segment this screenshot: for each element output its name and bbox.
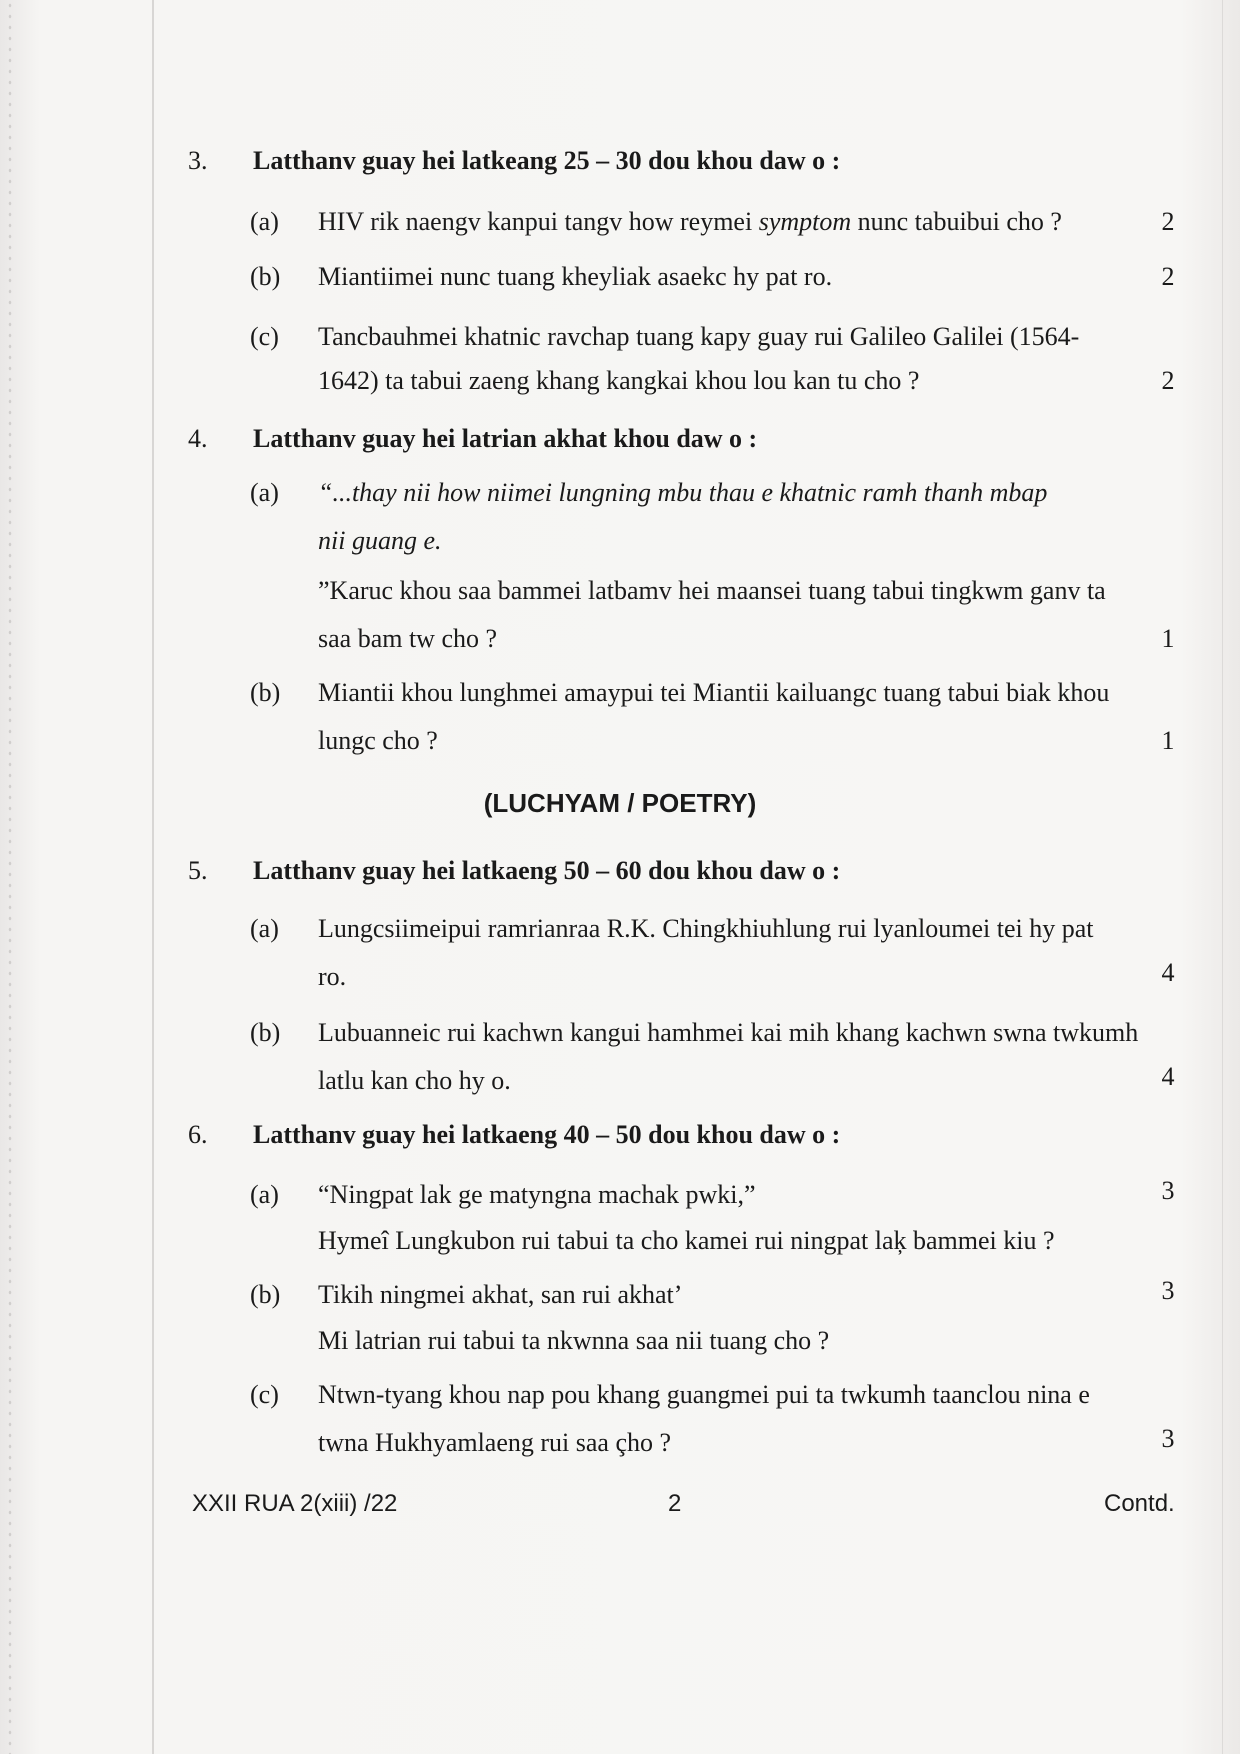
q6b-line1: Tikih ningmei akhat, san rui akhat’ bbox=[318, 1280, 683, 1309]
q3b-marks: 2 bbox=[1161, 262, 1175, 291]
q5a-line2: ro. bbox=[318, 962, 347, 991]
page-edge-line bbox=[1222, 0, 1223, 1754]
q4a-label: (a) bbox=[250, 478, 279, 507]
q3-number: 3. bbox=[188, 146, 208, 175]
perforation-edge bbox=[6, 0, 14, 1754]
q4b-label: (b) bbox=[250, 678, 281, 707]
q4a-line4: saa bam tw cho ? bbox=[318, 624, 498, 653]
q4a-line3: ”Karuc khou saa bammei latbamv hei maansei tuang tabui tingkwm ganv ta bbox=[318, 576, 1106, 605]
section-title-poetry: (LUCHYAM / POETRY) bbox=[483, 788, 757, 818]
page-fold-line bbox=[152, 0, 154, 1754]
q5b-label: (b) bbox=[250, 1018, 281, 1047]
q5a-marks: 4 bbox=[1161, 958, 1175, 987]
q4a-quote-line2: nii guang e. bbox=[318, 526, 442, 555]
q6b-label: (b) bbox=[250, 1280, 281, 1309]
continued-label: Contd. bbox=[1104, 1490, 1175, 1517]
q3a-label: (a) bbox=[250, 207, 279, 236]
q3b-label: (b) bbox=[250, 262, 281, 291]
q6-number: 6. bbox=[188, 1120, 208, 1149]
q6-heading: Latthanv guay hei latkaeng 40 – 50 dou khou daw o : bbox=[253, 1120, 841, 1149]
q3c-line1: Tancbauhmei khatnic ravchap tuang kapy guay rui Galileo Galilei (1564- bbox=[318, 322, 1080, 351]
q4b-line2: lungc cho ? bbox=[318, 726, 438, 755]
page-number: 2 bbox=[668, 1490, 682, 1517]
q6c-marks: 3 bbox=[1161, 1424, 1175, 1453]
q3a-text: HIV rik naengv kanpui tangv how reymei symptom nunc tabuibui cho ? bbox=[318, 207, 1062, 236]
q3c-label: (c) bbox=[250, 322, 279, 351]
q6b-marks: 3 bbox=[1161, 1276, 1175, 1305]
q5b-line1: Lubuanneic rui kachwn kangui hamhmei kai mih khang kachwn swna twkumh bbox=[318, 1018, 1139, 1047]
q3b-text: Miantiimei nunc tuang kheyliak asaekc hy pat ro. bbox=[318, 262, 833, 291]
paper-code: XXII RUA 2(xiii) /22 bbox=[192, 1490, 398, 1517]
q3-heading: Latthanv guay hei latkeang 25 – 30 dou khou daw o : bbox=[253, 146, 841, 175]
q3a-marks: 2 bbox=[1161, 207, 1175, 236]
q4a-marks: 1 bbox=[1161, 624, 1175, 653]
q6c-label: (c) bbox=[250, 1380, 279, 1409]
q4b-marks: 1 bbox=[1161, 726, 1175, 755]
q6a-marks: 3 bbox=[1161, 1176, 1175, 1205]
q5-number: 5. bbox=[188, 856, 208, 885]
q4a-quote-line1: “...thay nii how niimei lungning mbu thau e khatnic ramh thanh mbap bbox=[318, 478, 1048, 507]
q5a-line1: Lungcsiimeipui ramrianraa R.K. Chingkhiuhlung rui lyanloumei tei hy pat bbox=[318, 914, 1094, 943]
q5-heading: Latthanv guay hei latkaeng 50 – 60 dou khou daw o : bbox=[253, 856, 841, 885]
q6c-line1: Ntwn-tyang khou nap pou khang guangmei pui ta twkumh taanclou nina e bbox=[318, 1380, 1090, 1409]
q4b-line1: Miantii khou lunghmei amaypui tei Miantii kailuangc tuang tabui biak khou bbox=[318, 678, 1110, 707]
q4-heading: Latthanv guay hei latrian akhat khou daw o : bbox=[253, 424, 758, 453]
q6a-line1: “Ningpat lak ge matyngna machak pwki,” bbox=[318, 1180, 756, 1209]
q6a-line2: Hymeî Lungkubon rui tabui ta cho kamei rui ningpat laķ bammei kiu ? bbox=[318, 1226, 1055, 1255]
q6a-label: (a) bbox=[250, 1180, 279, 1209]
q6c-line2: twna Hukhyamlaeng rui saa çho ? bbox=[318, 1428, 672, 1457]
q3c-marks: 2 bbox=[1161, 366, 1175, 395]
q5b-line2: latlu kan cho hy o. bbox=[318, 1066, 511, 1095]
q4-number: 4. bbox=[188, 424, 208, 453]
q5b-marks: 4 bbox=[1161, 1062, 1175, 1091]
q6b-line2: Mi latrian rui tabui ta nkwnna saa nii tuang cho ? bbox=[318, 1326, 830, 1355]
q5a-label: (a) bbox=[250, 914, 279, 943]
q3c-line2: 1642) ta tabui zaeng khang kangkai khou lou kan tu cho ? bbox=[318, 366, 920, 395]
